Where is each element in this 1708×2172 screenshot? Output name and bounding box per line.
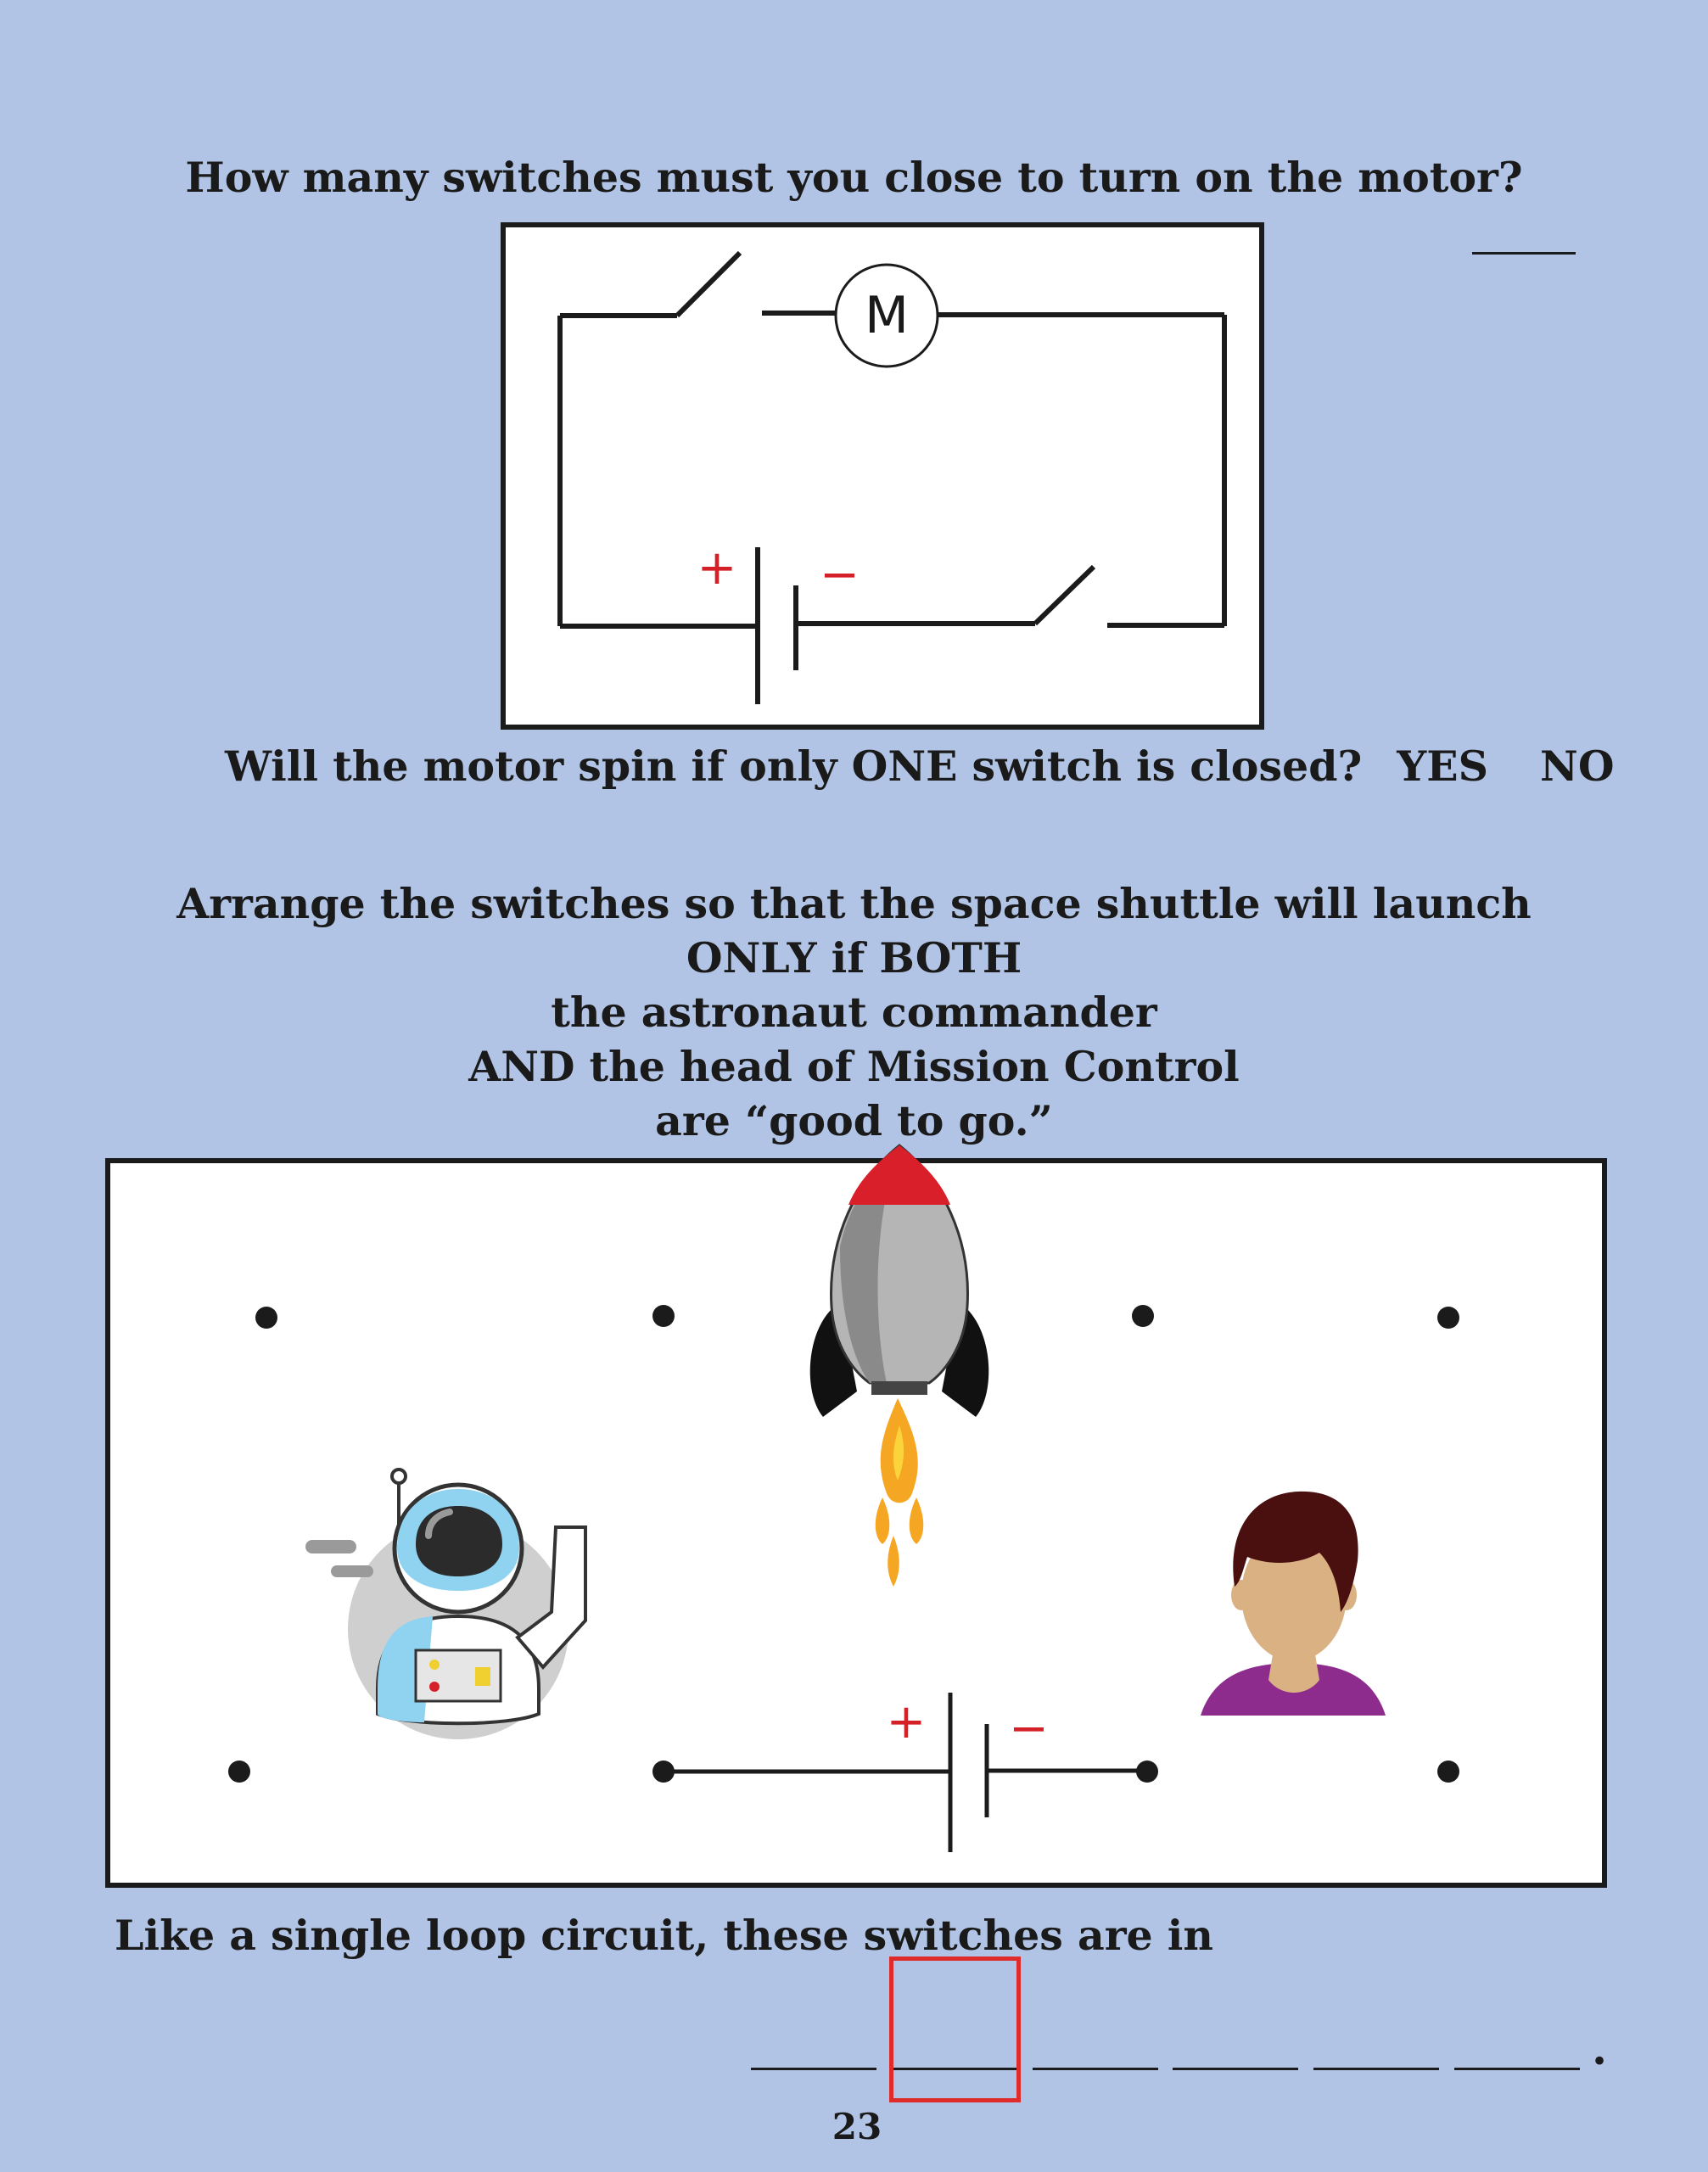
letter-blank-1[interactable] (751, 2068, 876, 2070)
series-prompt: Like a single loop circuit, these switches are in (115, 1911, 1213, 1960)
terminal-dot[interactable] (1437, 1307, 1459, 1329)
highlighted-letter-box[interactable] (889, 1956, 1021, 2102)
astronaut-icon (305, 1469, 585, 1739)
answer-period: . (1592, 2024, 1608, 2075)
terminal-dot[interactable] (228, 1761, 250, 1783)
terminal-dot[interactable] (1437, 1761, 1459, 1783)
arrange-line-2: ONLY if BOTH (686, 933, 1022, 982)
rocket-icon (810, 1145, 989, 1587)
terminal-dot[interactable] (1132, 1305, 1154, 1327)
letter-blank-3[interactable] (1033, 2068, 1158, 2070)
question-switches-count: How many switches must you close to turn on the motor? (185, 153, 1523, 202)
battery2-plus-sign: + (886, 1694, 927, 1749)
answer-yes[interactable]: YES (1397, 742, 1488, 791)
battery-minus-sign: − (820, 547, 860, 602)
letter-blank-4[interactable] (1173, 2068, 1298, 2070)
arrange-line-3: the astronaut commander (551, 988, 1157, 1037)
answer-no[interactable]: NO (1540, 742, 1615, 791)
letter-blank-6[interactable] (1454, 2068, 1580, 2070)
arrange-line-5: are “good to go.” (655, 1096, 1053, 1145)
terminal-dot[interactable] (652, 1305, 675, 1327)
mission-control-person-icon (1201, 1492, 1386, 1716)
battery2-minus-sign: − (1009, 1701, 1049, 1756)
question-one-switch-text: Will the motor spin if only ONE switch is closed? (225, 742, 1363, 791)
arrange-line-1: Arrange the switches so that the space shuttle will launch (176, 879, 1532, 928)
battery-plus-sign: + (697, 540, 737, 596)
page-number: 23 (832, 2106, 882, 2147)
arrange-line-4: AND the head of Mission Control (468, 1042, 1240, 1091)
terminal-dot[interactable] (255, 1307, 277, 1329)
motor-label: M (865, 286, 909, 345)
letter-blank-5[interactable] (1313, 2068, 1439, 2070)
